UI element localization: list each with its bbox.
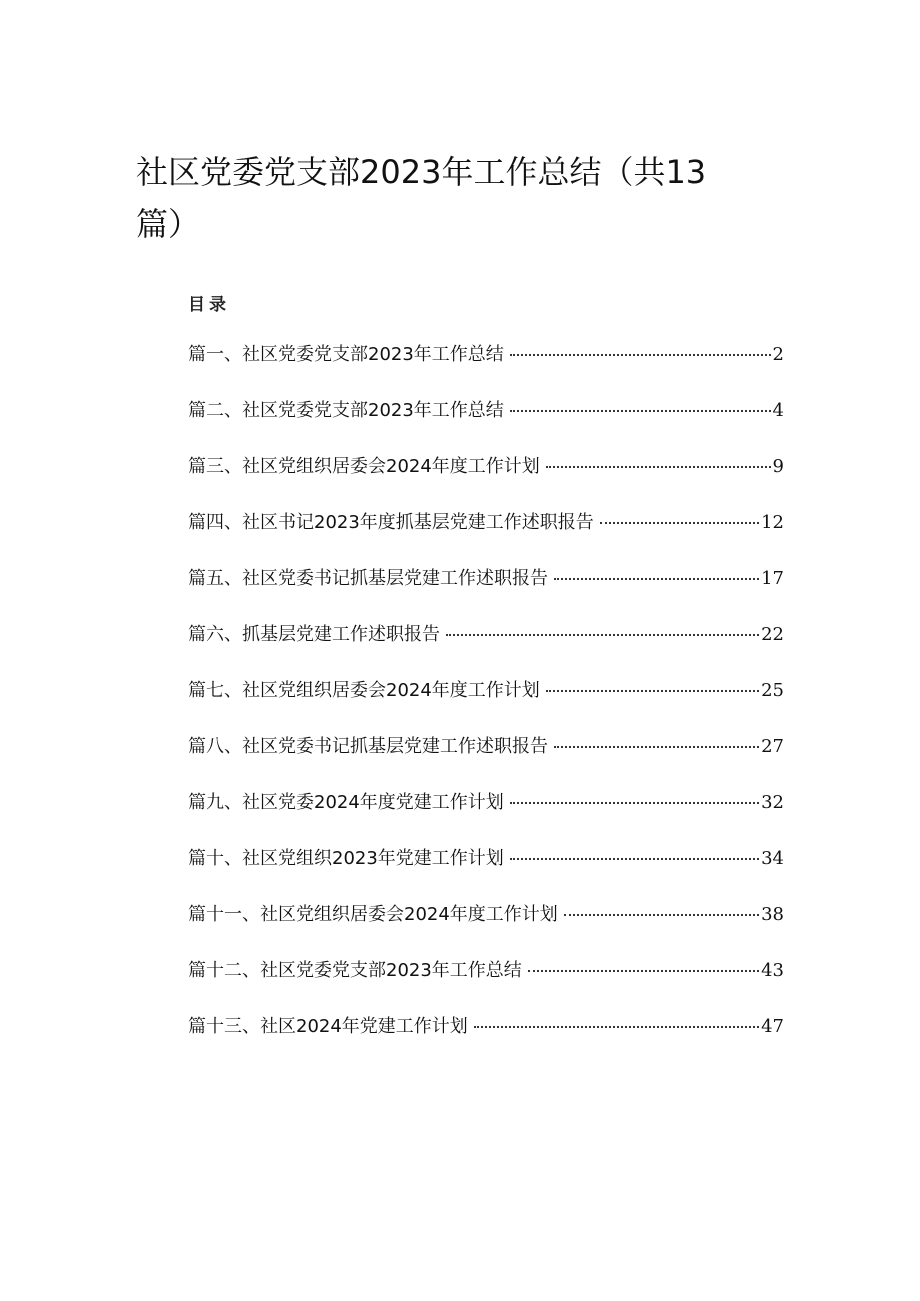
- toc-entry-page: 34: [761, 848, 784, 869]
- toc-entry-1[interactable]: [188, 340, 784, 396]
- toc-entry-9[interactable]: [188, 788, 784, 844]
- toc-entry-page: 38: [761, 904, 784, 925]
- toc-entry-3[interactable]: [188, 452, 784, 508]
- dot-leader: [510, 858, 759, 860]
- toc-entry-page: 17: [761, 568, 784, 589]
- toc-entry-label: 篇十、社区党组织2023年党建工作计划: [188, 848, 504, 869]
- toc-entry-8[interactable]: [188, 732, 784, 788]
- dot-leader: [528, 970, 759, 972]
- toc-entry-page: 4: [772, 400, 784, 421]
- toc-entry-4[interactable]: [188, 508, 784, 564]
- dot-leader: [510, 410, 771, 412]
- dot-leader: [510, 354, 771, 356]
- toc-entry-page: 9: [772, 456, 784, 477]
- toc-entry-page: 27: [761, 736, 784, 757]
- table-of-contents: [188, 340, 784, 1068]
- dot-leader: [546, 690, 759, 692]
- toc-entry-5[interactable]: [188, 564, 784, 620]
- toc-entry-11[interactable]: [188, 900, 784, 956]
- dot-leader: [600, 522, 759, 524]
- toc-entry-12[interactable]: [188, 956, 784, 1012]
- toc-entry-label: 篇七、社区党组织居委会2024年度工作计划: [188, 680, 540, 701]
- dot-leader: [546, 466, 771, 468]
- dot-leader: [510, 802, 759, 804]
- dot-leader: [474, 1026, 759, 1028]
- toc-entry-7[interactable]: [188, 676, 784, 732]
- toc-entry-label: 篇九、社区党委2024年度党建工作计划: [188, 792, 504, 813]
- toc-entry-page: 22: [761, 624, 784, 645]
- toc-heading: 目录: [188, 295, 230, 315]
- document-title: 社区党委党支部2023年工作总结（共13篇）: [136, 153, 707, 243]
- toc-entry-page: 12: [761, 512, 784, 533]
- toc-entry-label: 篇三、社区党组织居委会2024年度工作计划: [188, 456, 540, 477]
- toc-entry-page: 2: [772, 344, 784, 365]
- toc-entry-label: 篇十三、社区2024年党建工作计划: [188, 1016, 468, 1037]
- dot-leader: [446, 634, 759, 636]
- toc-entry-label: 篇八、社区党委书记抓基层党建工作述职报告: [188, 736, 548, 757]
- toc-entry-13[interactable]: [188, 1012, 784, 1068]
- dot-leader: [554, 746, 759, 748]
- toc-entry-label: 篇十二、社区党委党支部2023年工作总结: [188, 960, 522, 981]
- toc-entry-2[interactable]: [188, 396, 784, 452]
- toc-entry-label: 篇四、社区书记2023年度抓基层党建工作述职报告: [188, 512, 594, 533]
- dot-leader: [554, 578, 759, 580]
- toc-entry-page: 47: [761, 1016, 784, 1037]
- toc-entry-10[interactable]: [188, 844, 784, 900]
- toc-entry-label: 篇十一、社区党组织居委会2024年度工作计划: [188, 904, 558, 925]
- toc-entry-label: 篇六、抓基层党建工作述职报告: [188, 624, 440, 645]
- toc-entry-page: 25: [761, 680, 784, 701]
- toc-entry-label: 篇二、社区党委党支部2023年工作总结: [188, 400, 504, 421]
- toc-entry-label: 篇一、社区党委党支部2023年工作总结: [188, 344, 504, 365]
- dot-leader: [564, 914, 759, 916]
- toc-entry-page: 32: [761, 792, 784, 813]
- toc-entry-page: 43: [761, 960, 784, 981]
- toc-entry-6[interactable]: [188, 620, 784, 676]
- toc-entry-label: 篇五、社区党委书记抓基层党建工作述职报告: [188, 568, 548, 589]
